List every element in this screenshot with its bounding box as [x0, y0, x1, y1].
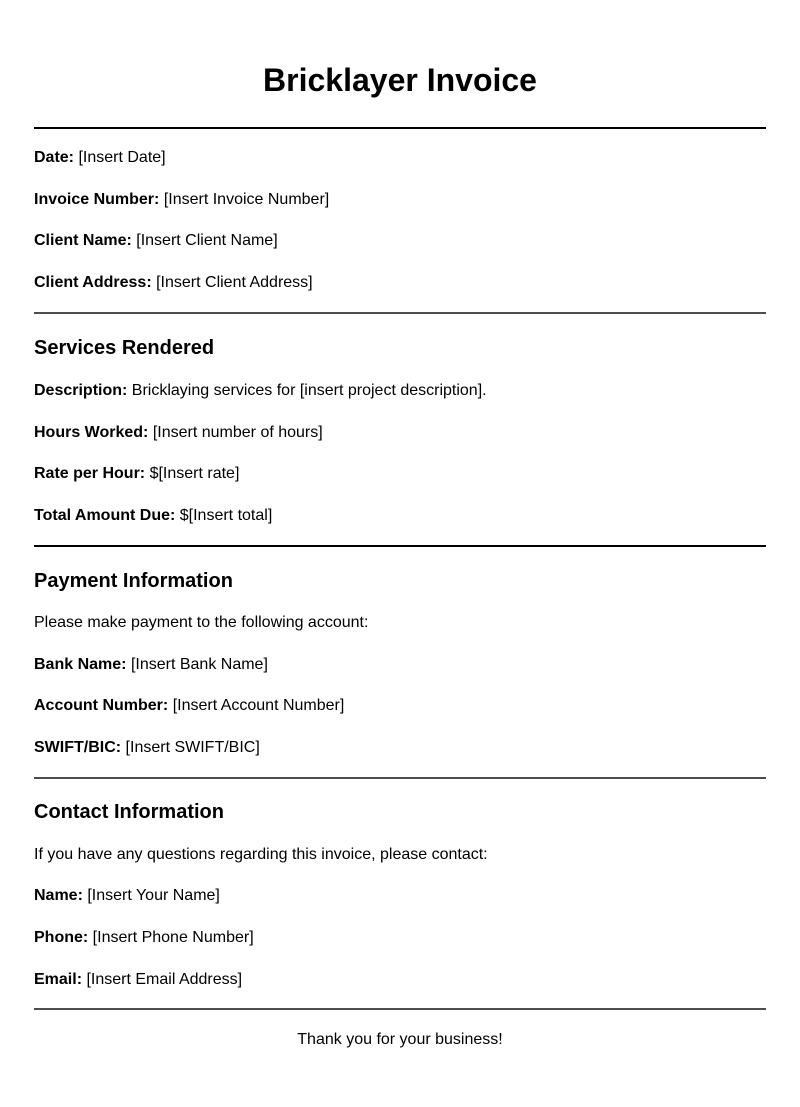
rate-value: $[Insert rate]: [149, 465, 240, 482]
contact-name-value: [Insert Your Name]: [87, 887, 220, 904]
total-value: $[Insert total]: [179, 507, 273, 524]
swift-label: SWIFT/BIC:: [34, 739, 122, 756]
hours-label: Hours Worked:: [34, 424, 149, 441]
account-number-label: Account Number:: [34, 697, 169, 714]
rate-row: [34, 464, 766, 484]
contact-phone-label: Phone:: [34, 929, 89, 946]
contact-phone-row: [34, 928, 766, 948]
header-divider: [34, 312, 766, 314]
contact-name-row: [34, 886, 766, 906]
contact-email-row: [34, 970, 766, 990]
date-label: Date:: [34, 149, 75, 166]
payment-heading: Payment Information: [34, 570, 233, 592]
contact-heading: Contact Information: [34, 801, 224, 823]
contact-intro: If you have any questions regarding this invoice, please contact:: [34, 846, 488, 863]
hours-row: [34, 423, 766, 443]
client-address-row: [34, 273, 766, 293]
total-label: Total Amount Due:: [34, 507, 176, 524]
bank-name-value: [Insert Bank Name]: [130, 656, 268, 673]
services-heading: Services Rendered: [34, 337, 215, 359]
rate-label: Rate per Hour:: [34, 465, 146, 482]
contact-email-label: Email:: [34, 971, 83, 988]
contact-name-label: Name:: [34, 887, 83, 904]
payment-intro: Please make payment to the following account:: [34, 614, 369, 631]
bank-name-row: [34, 655, 766, 675]
bank-name-label: Bank Name:: [34, 656, 127, 673]
page-title: Bricklayer Invoice: [263, 62, 537, 98]
client-name-value: [Insert Client Name]: [136, 232, 278, 249]
contact-phone-value: [Insert Phone Number]: [92, 929, 254, 946]
contact-divider: [34, 1008, 766, 1010]
swift-row: [34, 738, 766, 758]
services-divider: [34, 545, 766, 547]
account-number-row: [34, 696, 766, 716]
description-label: Description:: [34, 382, 128, 399]
client-name-row: [34, 231, 766, 251]
title-divider: [34, 127, 766, 129]
client-address-label: Client Address:: [34, 274, 152, 291]
contact-email-value: [Insert Email Address]: [86, 971, 243, 988]
date-value: [Insert Date]: [78, 149, 166, 166]
date-row: [34, 148, 766, 168]
total-row: [34, 506, 766, 526]
invoice-number-label: Invoice Number:: [34, 191, 160, 208]
thank-you-note: Thank you for your business!: [297, 1031, 503, 1048]
client-address-value: [Insert Client Address]: [156, 274, 313, 291]
invoice-number-value: [Insert Invoice Number]: [163, 191, 330, 208]
swift-value: [Insert SWIFT/BIC]: [125, 739, 260, 756]
payment-divider: [34, 777, 766, 779]
description-row: [34, 381, 766, 401]
invoice-document: [34, 0, 766, 1050]
hours-value: [Insert number of hours]: [152, 424, 323, 441]
account-number-value: [Insert Account Number]: [172, 697, 345, 714]
description-value: Bricklaying services for [insert project description].: [131, 382, 487, 399]
invoice-number-row: [34, 190, 766, 210]
client-name-label: Client Name:: [34, 232, 132, 249]
